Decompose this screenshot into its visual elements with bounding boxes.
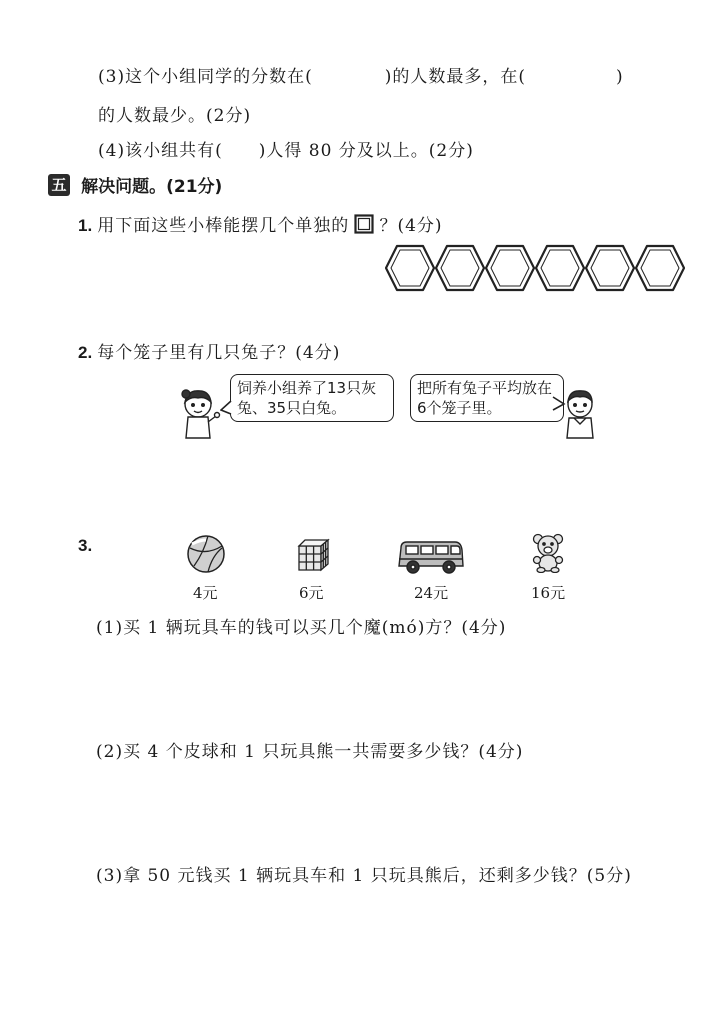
question-text: 每个笼子里有几只兔子？(4分) — [97, 343, 341, 363]
section-5-header — [48, 172, 222, 197]
question-1 — [78, 211, 443, 236]
hexagon-1 — [386, 246, 434, 290]
question-number: 1. — [78, 216, 93, 235]
ball-icon — [186, 534, 226, 574]
question-3-1: (1)买 1 辆玩具车的钱可以买几个魔(mó)方？(4分) — [96, 618, 507, 638]
rubiks-cube-icon — [297, 538, 331, 572]
section-number-badge: 五 — [48, 174, 70, 196]
price-bear: 16元 — [531, 584, 566, 602]
question-3-3: (3)拿 50 元钱买 1 辆玩具车和 1 只玩具熊后，还剩多少钱？(5分) — [96, 866, 632, 886]
toy-van-icon — [397, 538, 465, 576]
square-icon — [354, 214, 374, 234]
hexagon-3 — [486, 246, 534, 290]
question-4-3-line1: (3)这个小组同学的分数在( )的人数最多，在( ) — [98, 67, 624, 87]
question-4-4: (4)该小组共有( )人得 80 分及以上。(2分) — [98, 141, 474, 161]
girl-illustration — [178, 388, 222, 444]
question-3-2: (2)买 4 个皮球和 1 只玩具熊一共需要多少钱？(4分) — [96, 742, 524, 762]
hexagon-6 — [636, 246, 684, 290]
speech-bubble-right: 把所有兔子平均放在6个笼子里。 — [410, 374, 564, 422]
question-4-3-line2: 的人数最少。(2分) — [98, 106, 252, 126]
question-3-number: 3. — [78, 536, 93, 555]
hexagon-5 — [586, 246, 634, 290]
boy-illustration — [562, 388, 598, 444]
price-ball: 4元 — [193, 584, 218, 602]
bubble-tail-left — [220, 400, 234, 416]
hexagon-4 — [536, 246, 584, 290]
hexagon-2 — [436, 246, 484, 290]
question-text-after: ？(4分) — [379, 216, 443, 236]
question-text-before: 用下面这些小棒能摆几个单独的 — [97, 216, 350, 236]
price-cube: 6元 — [299, 584, 324, 602]
teddy-bear-icon — [530, 533, 566, 573]
question-2 — [78, 338, 340, 363]
sticks-hexagons-figure — [385, 244, 685, 292]
price-van: 24元 — [414, 584, 449, 602]
section-title: 解决问题。(21分) — [81, 177, 223, 197]
question-number: 2. — [78, 343, 93, 362]
speech-bubble-left: 饲养小组养了13只灰兔、35只白兔。 — [230, 374, 394, 422]
